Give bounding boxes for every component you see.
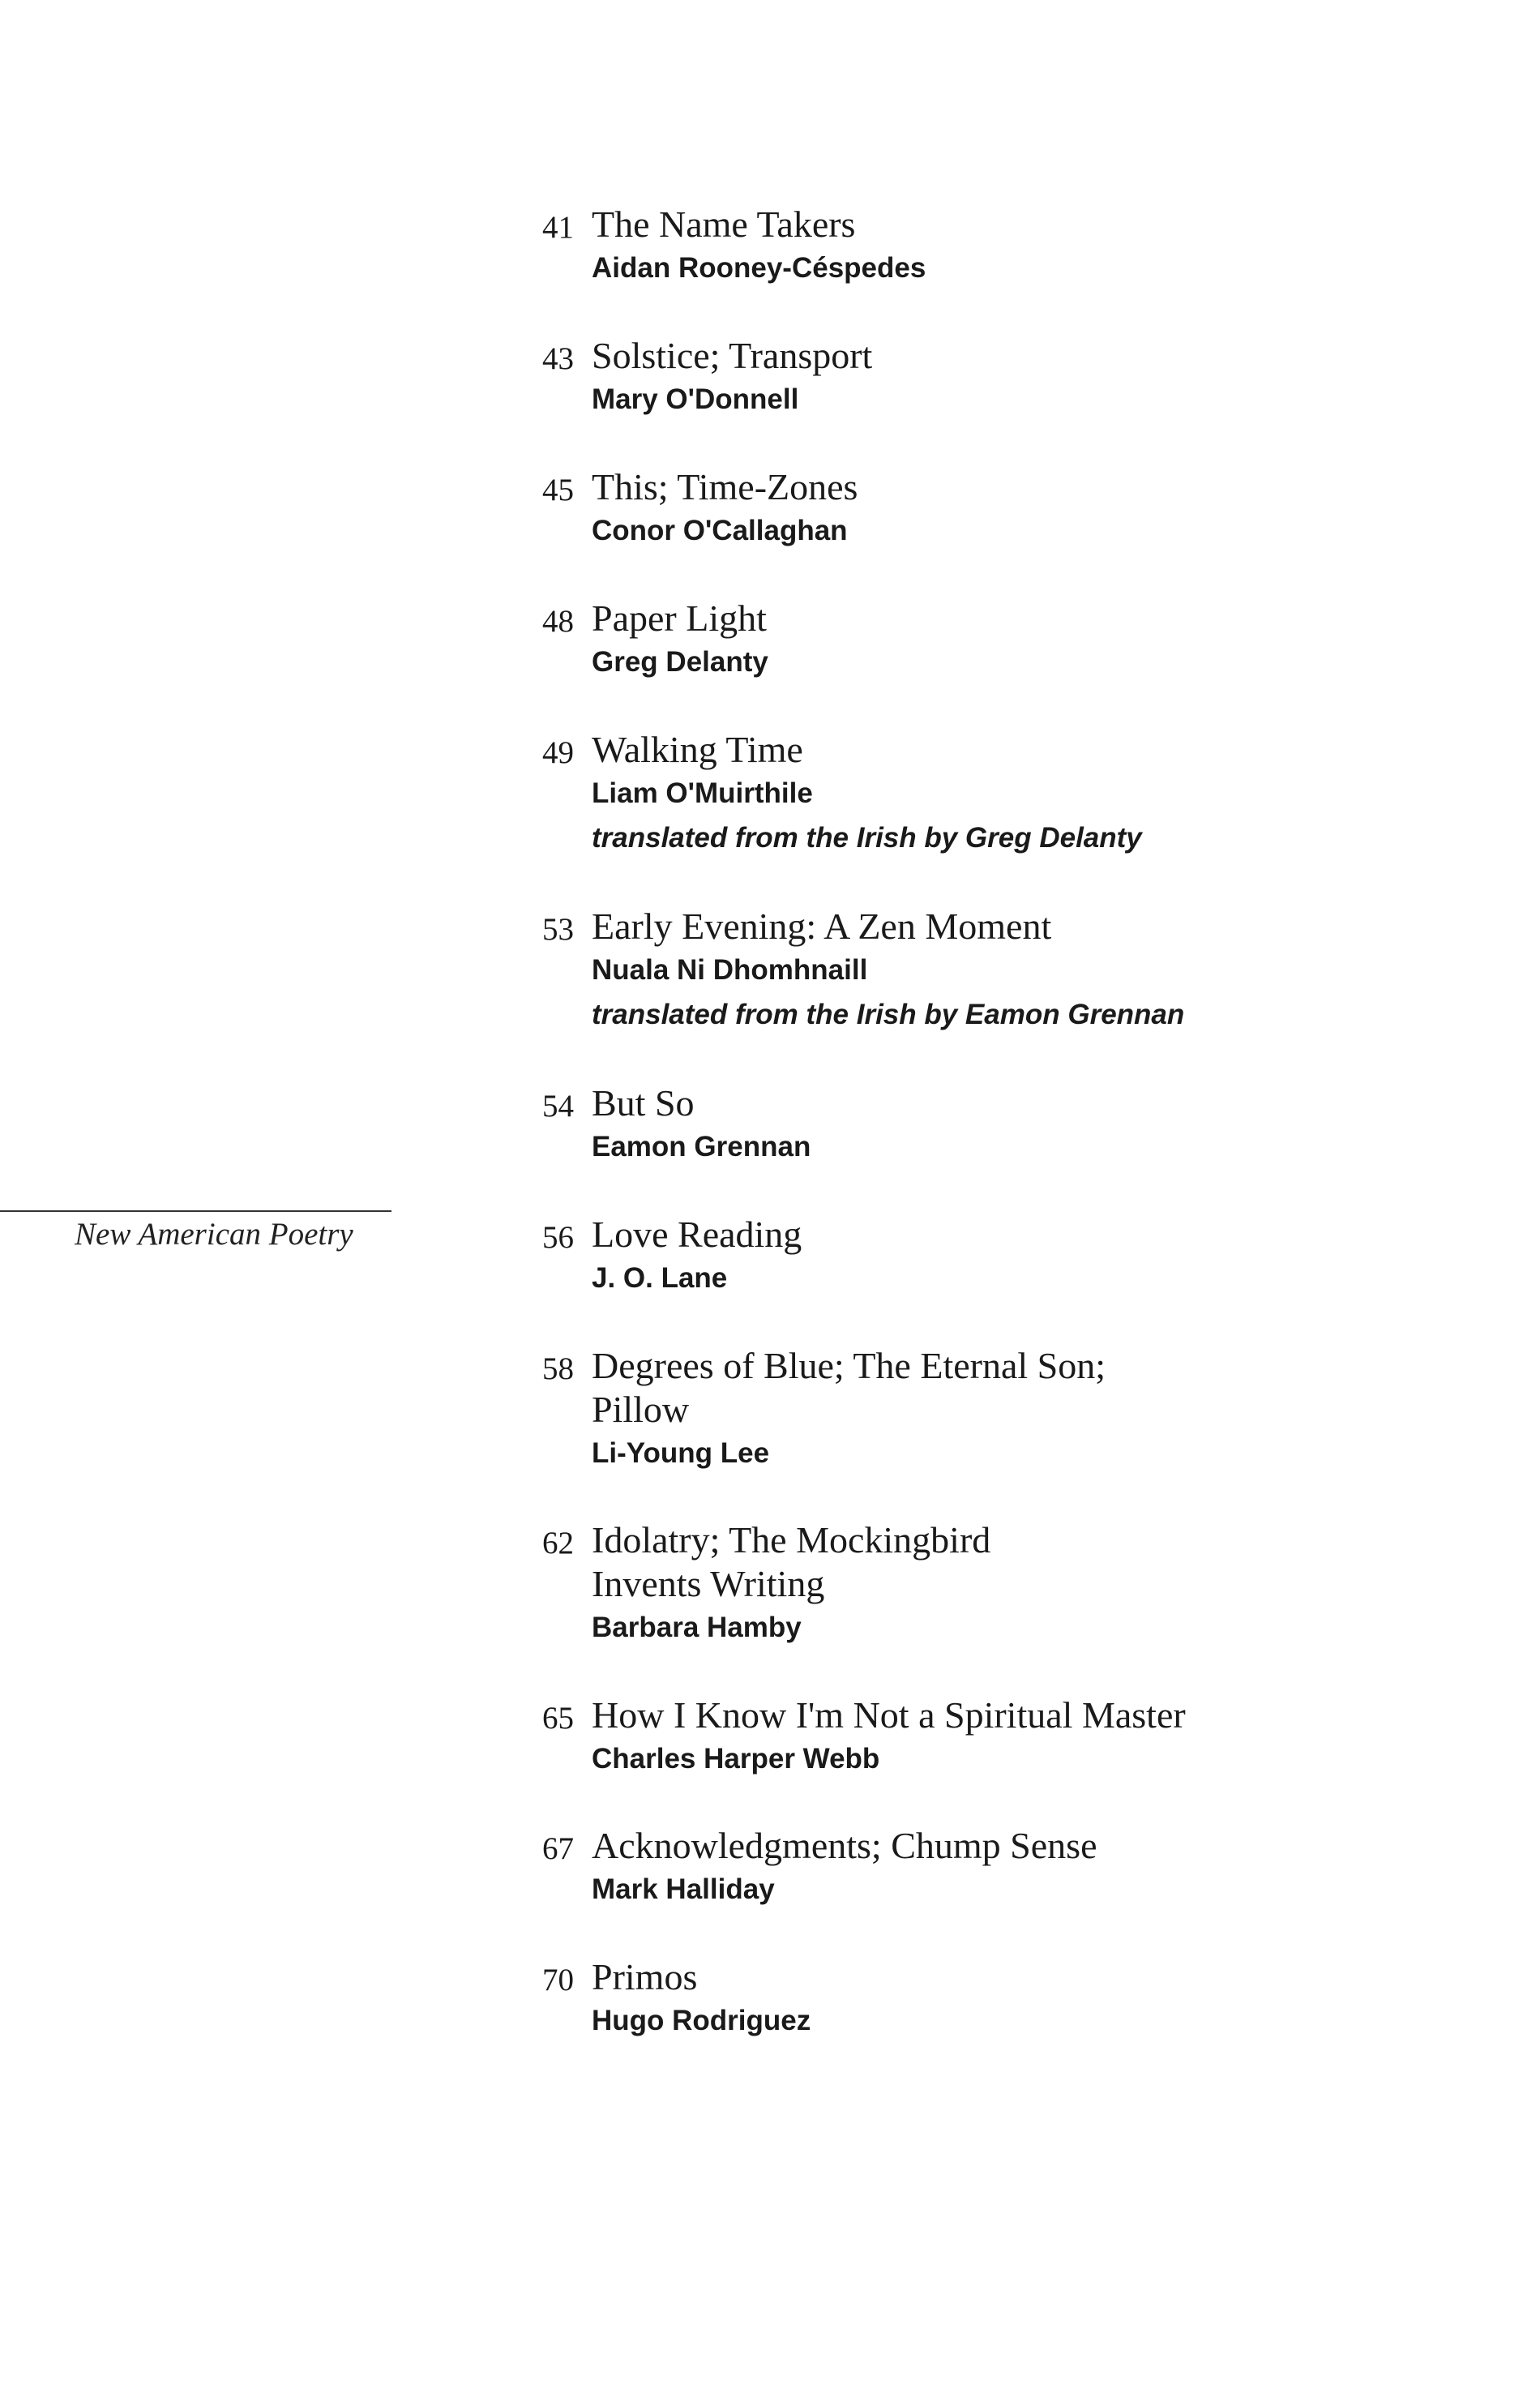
page-number: 58	[542, 1351, 574, 1386]
poem-title: Paper Light	[592, 597, 767, 639]
page-number: 48	[542, 604, 574, 639]
page-number: 67	[542, 1831, 574, 1866]
section-label: New American Poetry	[75, 1217, 353, 1252]
poem-author: Aidan Rooney-Céspedes	[592, 252, 926, 284]
page-number: 49	[542, 735, 574, 770]
section-divider-rule	[0, 1210, 391, 1212]
page-number: 41	[542, 210, 574, 245]
poem-author: J. O. Lane	[592, 1262, 728, 1294]
poem-title: Solstice; Transport	[592, 335, 873, 376]
poem-title: Walking Time	[592, 729, 803, 770]
poem-author: Liam O'Muirthile	[592, 777, 813, 809]
poem-title-line: Invents Writing	[592, 1563, 825, 1604]
poem-title-line: Idolatry; The Mockingbird	[592, 1519, 991, 1561]
poem-title-line: Pillow	[592, 1389, 690, 1430]
poem-title: How I Know I'm Not a Spiritual Master	[592, 1694, 1186, 1736]
poem-author: Charles Harper Webb	[592, 1743, 880, 1775]
poem-title: The Name Takers	[592, 203, 856, 245]
page-number: 65	[542, 1701, 574, 1736]
poem-author: Barbara Hamby	[592, 1612, 802, 1643]
poem-title: Early Evening: A Zen Moment	[592, 906, 1052, 947]
page-number: 54	[542, 1089, 574, 1124]
poem-author: Nuala Ni Dhomhnaill	[592, 954, 868, 986]
poem-title: This; Time-Zones	[592, 466, 858, 507]
poem-author: Conor O'Callaghan	[592, 515, 848, 546]
page-number: 53	[542, 912, 574, 947]
page-number: 56	[542, 1220, 574, 1255]
poem-title: Primos	[592, 1956, 698, 1997]
translator-credit: translated from the Irish by Greg Delanty	[592, 822, 1142, 854]
poem-author: Li-Young Lee	[592, 1437, 770, 1469]
poem-author: Mary O'Donnell	[592, 383, 799, 415]
page-number: 45	[542, 473, 574, 507]
poem-title: Acknowledgments; Chump Sense	[592, 1825, 1097, 1866]
poem-title-line: Degrees of Blue; The Eternal Son;	[592, 1345, 1106, 1386]
page-number: 43	[542, 341, 574, 376]
poem-author: Mark Halliday	[592, 1873, 775, 1905]
poem-author: Eamon Grennan	[592, 1131, 811, 1162]
page-number: 70	[542, 1963, 574, 1997]
poem-title: But So	[592, 1082, 695, 1124]
page-number: 62	[542, 1526, 574, 1561]
poem-title: Love Reading	[592, 1214, 802, 1255]
translator-credit: translated from the Irish by Eamon Grennan	[592, 999, 1185, 1030]
poem-author: Hugo Rodriguez	[592, 2005, 811, 2036]
poem-author: Greg Delanty	[592, 646, 768, 678]
